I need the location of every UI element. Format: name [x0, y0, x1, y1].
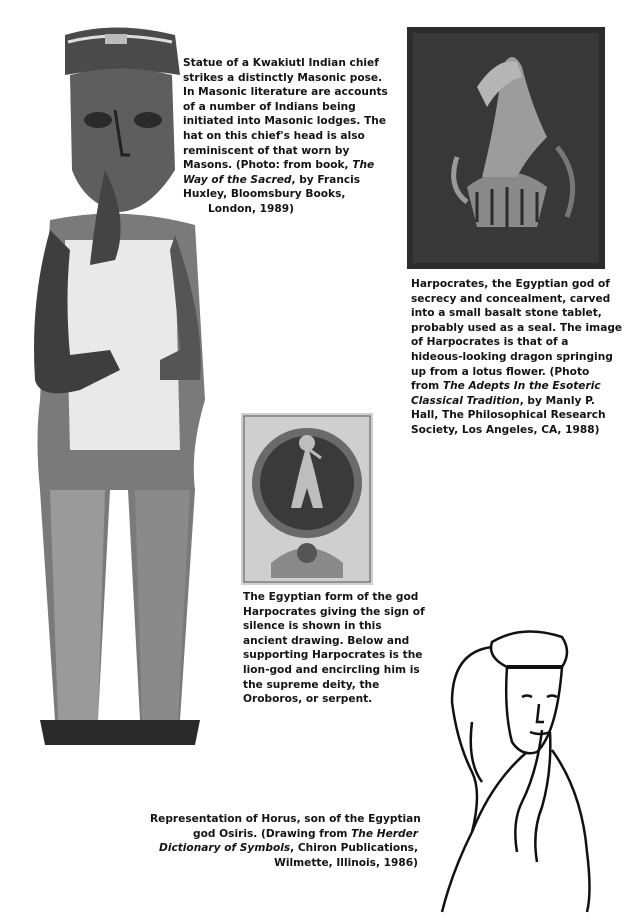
caption-line: reminiscent of that worn by — [183, 144, 350, 157]
harpocrates-tablet-photo — [407, 27, 605, 269]
caption-line: silence is shown in this — [243, 620, 382, 633]
caption-line: Oroboros, or serpent. — [243, 693, 373, 706]
caption-segment: from — [411, 380, 443, 393]
caption-book-title: The Herder — [351, 827, 418, 840]
caption-segment: , by Francis — [291, 173, 361, 186]
caption-line: hat on this chief's head is also — [183, 129, 365, 142]
caption-harpocrates-tablet — [411, 277, 626, 438]
caption-line: Statue of a Kwakiutl Indian chief — [183, 57, 379, 69]
caption-line: London, 1989) — [208, 202, 295, 215]
caption-book-title: Way of the Sacred — [183, 173, 292, 186]
caption-book-title: Classical Tradition — [411, 394, 520, 407]
caption-line: Hall, The Philosophical Research — [411, 409, 606, 422]
caption-line: Huxley, Bloomsbury Books, — [183, 188, 346, 201]
caption-harpocrates-drawing — [243, 590, 423, 707]
caption-line: lion-god and encircling him is — [243, 663, 420, 676]
caption-line: supporting Harpocrates is the — [243, 649, 423, 662]
caption-segment: , Chiron Publications, — [290, 842, 418, 855]
caption-segment: , by Manly P. — [519, 394, 595, 407]
caption-line: In Masonic literature are accounts — [183, 86, 388, 99]
caption-line — [411, 394, 626, 409]
caption-line — [183, 158, 388, 173]
caption-line: into a small basalt stone tablet, — [411, 307, 602, 320]
caption-line: Representation of Horus, son of the Egyptian — [150, 813, 421, 825]
caption-book-title: The Adepts In the Esoteric — [442, 380, 601, 393]
caption-line: ancient drawing. Below and — [243, 634, 410, 647]
caption-line: up from a lotus flower. (Photo — [411, 365, 590, 378]
horus-line-drawing — [412, 622, 622, 918]
kwakiutl-statue-photo — [10, 20, 210, 750]
caption-line: probably used as a seal. The image — [411, 321, 623, 334]
caption-kwakiutl — [183, 56, 388, 217]
caption-line: Harpocrates, the Egyptian god of — [411, 278, 610, 290]
caption-line: of Harpocrates is that of a — [411, 336, 569, 349]
caption-line — [183, 173, 388, 188]
caption-line: hideous-looking dragon springing — [411, 350, 613, 363]
caption-line: of a number of Indians being — [183, 100, 356, 113]
caption-segment: Masons. (Photo: from book, — [183, 159, 353, 172]
caption-line — [411, 379, 626, 394]
caption-line — [150, 827, 418, 842]
harpocrates-ancient-drawing — [241, 413, 373, 585]
caption-line: Wilmette, Illinois, 1986) — [274, 856, 418, 869]
caption-segment: god Osiris. (Drawing from — [193, 827, 352, 840]
caption-line: the supreme deity, the — [243, 678, 380, 691]
caption-book-title: The — [352, 159, 375, 172]
caption-line: The Egyptian form of the god — [243, 591, 419, 603]
caption-line: Harpocrates giving the sign of — [243, 605, 425, 618]
caption-line: strikes a distinctly Masonic pose. — [183, 71, 383, 84]
caption-line: initiated into Masonic lodges. The — [183, 115, 387, 128]
caption-line: Society, Los Angeles, CA, 1988) — [411, 423, 600, 436]
caption-line: secrecy and concealment, carved — [411, 292, 611, 305]
caption-line — [150, 841, 418, 856]
caption-horus — [150, 812, 421, 870]
caption-book-title: Dictionary of Symbols — [159, 842, 291, 855]
